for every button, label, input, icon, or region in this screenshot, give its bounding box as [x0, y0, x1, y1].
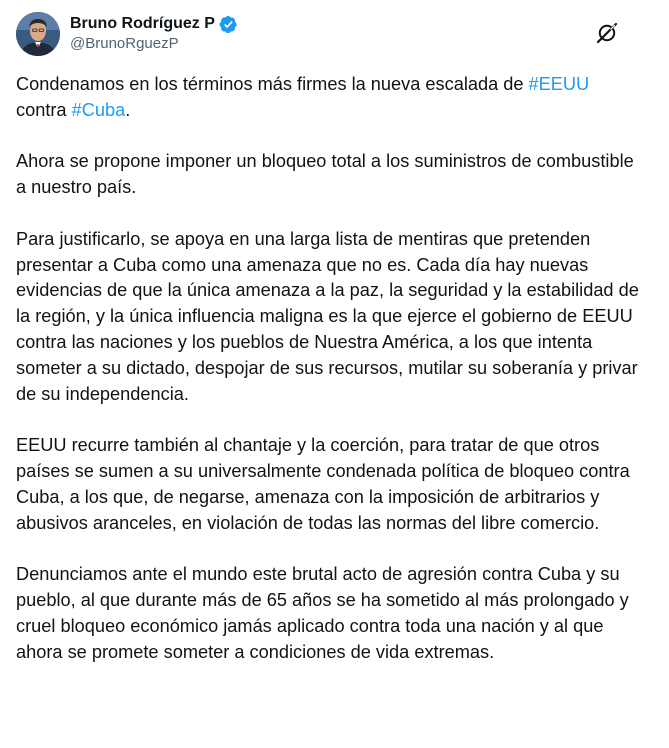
- author-name-row: [70, 14, 238, 34]
- author-info: [70, 14, 238, 54]
- tweet-paragraph: EEUU recurre también al chantaje y la coerción, para tratar de que otros países se sumen a su universalmente condenada política de bloqueo contra Cuba, a los que, de negarse, amenaza con la imposición de arbitrarios y abusivos aranceles, en violación de todas las normas del libre comercio.: [16, 435, 630, 533]
- grok-icon[interactable]: [595, 21, 619, 45]
- tweet-text: [16, 72, 646, 691]
- tweet-paragraph: [16, 72, 646, 124]
- author-handle[interactable]: @BrunoRguezP: [70, 35, 179, 52]
- hashtag-link[interactable]: #EEUU: [528, 74, 590, 94]
- text-segment: .: [125, 99, 131, 120]
- text-segment: Condenamos en los términos más firmes la nueva escalada de: [16, 74, 529, 94]
- tweet-paragraph: Para justificarlo, se apoya en una larga lista de mentiras que pretenden presentar a Cuba como una amenaza que no es. Cada día hay nuevas evidencias de que la única amenaza a la paz, la seguridad y la estabilidad de la región, y la única influencia maligna es la que ejerce el gobierno de EEUU contra las naciones y los pueblos de Nuestra América, a los que intenta someter a su dictado, despojar de sus recursos, mutilar su soberanía y privar de su independencia.: [16, 228, 639, 404]
- profile-photo-icon: [16, 12, 60, 56]
- hashtag-link[interactable]: #Cuba: [71, 99, 126, 120]
- avatar[interactable]: [16, 12, 60, 56]
- tweet-paragraph: Ahora se propone imponer un bloqueo total a los suministros de combustible a nuestro país.: [16, 151, 634, 198]
- tweet-header: [16, 10, 649, 58]
- display-name[interactable]: Bruno Rodríguez P: [70, 15, 215, 32]
- tweet-paragraph: Denunciamos ante el mundo este brutal acto de agresión contra Cuba y su pueblo, al que durante más de 65 años se ha sometido al más prolongado y cruel bloqueo económico jamás aplicado contra toda una nación y al que ahora se promete someter a condiciones de vida extremas.: [16, 564, 629, 662]
- verified-badge-icon[interactable]: [219, 15, 238, 34]
- text-segment: contra: [16, 99, 72, 120]
